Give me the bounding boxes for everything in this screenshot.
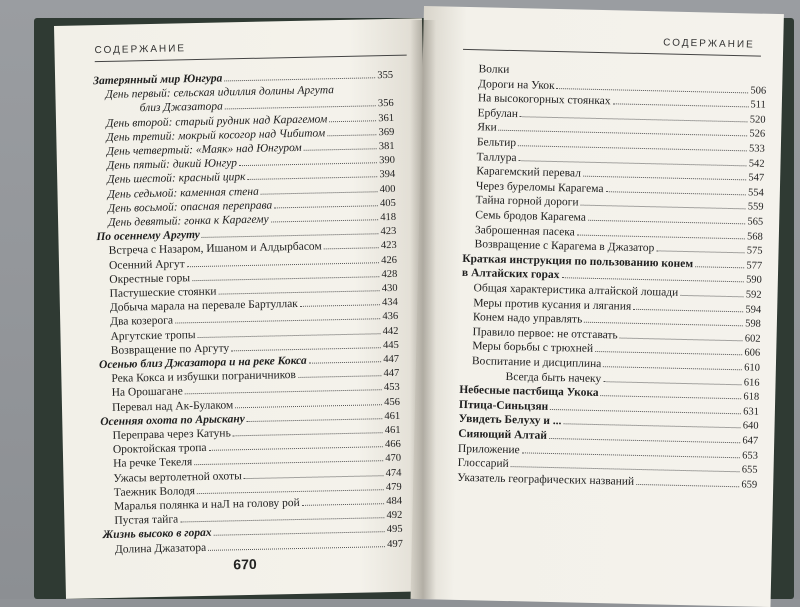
toc-entry-page: 618 <box>743 391 760 403</box>
toc-entry-page: 418 <box>380 211 397 224</box>
toc-leader-dots <box>595 351 742 355</box>
toc-entry-title: Воспитание и дисциплина <box>471 355 602 371</box>
toc-leader-dots <box>633 308 743 312</box>
toc-entry-title: Аргутские тропы <box>110 328 196 343</box>
toc-leader-dots <box>304 148 377 151</box>
toc-entry-page: 361 <box>378 112 395 124</box>
toc-entry-page: 497 <box>387 538 404 550</box>
toc-entry-page: 511 <box>750 99 766 111</box>
left-page <box>54 18 434 599</box>
toc-entry-title: Меры против кусания и лягания <box>473 296 632 313</box>
toc-entry-title: Через буреломы Карагема <box>475 180 604 195</box>
toc-entry-page: 568 <box>746 230 763 243</box>
toc-entry-page: 428 <box>381 268 398 280</box>
toc-leader-dots <box>584 322 743 327</box>
toc-entry-page: 394 <box>379 169 396 181</box>
toc-entry-page: 631 <box>743 406 759 418</box>
page-number: 670 <box>233 555 257 573</box>
toc-entry-title: Таежник Володя <box>113 484 196 499</box>
toc-entry-title: Краткая инструкция по пользованию конем <box>462 252 694 270</box>
toc-entry-page: 506 <box>750 85 767 97</box>
toc-leader-dots <box>680 295 744 297</box>
toc-entry-page: 400 <box>379 183 396 195</box>
toc-entry-title: Добыча марала на перевале Бартуллак <box>109 298 298 315</box>
toc-entry-title: На Орошагане <box>111 385 183 400</box>
toc-entry-page: 495 <box>386 524 403 536</box>
toc-entry-title: День второй: старый рудник над Карагемом <box>105 112 328 130</box>
toc-entry-page: 356 <box>377 98 394 110</box>
toc-entry-page: 423 <box>380 240 397 252</box>
toc-entry-title: День седьмой: каменная стена <box>107 185 259 201</box>
toc-leader-dots <box>329 120 376 122</box>
toc-leader-dots <box>224 77 375 81</box>
toc-leader-dots <box>603 366 742 370</box>
toc-entry-page: 606 <box>744 347 761 360</box>
toc-entry-title: На речке Текеля <box>113 456 193 471</box>
toc-entry-page: 542 <box>748 158 765 170</box>
toc-entry-title: Семь бродов Карагема <box>475 209 587 224</box>
toc-entry-title: День пятый: дикий Юнгур <box>106 157 238 173</box>
toc-entry-title: День третий: мокрый косогор над Чибитом <box>106 127 326 144</box>
toc-entry-page: 405 <box>379 197 396 210</box>
toc-leader-dots <box>225 106 376 110</box>
toc-entry-title: Пустая тайга <box>114 513 179 528</box>
toc-entry-page: 426 <box>381 254 398 266</box>
toc-entry-page: 479 <box>385 481 402 493</box>
toc-leader-dots <box>208 546 385 551</box>
toc-leader-dots <box>636 484 739 487</box>
toc-entry-page: 470 <box>385 453 402 465</box>
toc-entry-title: Ужасы вертолетной охоты <box>113 469 242 485</box>
toc-leader-dots <box>235 404 382 408</box>
toc-leader-dots <box>274 205 378 208</box>
left-page-header: СОДЕРЖАНИЕ <box>94 43 187 57</box>
toc-leader-dots <box>577 234 745 239</box>
toc-entry-title: Жизнь высоко в горах <box>102 527 212 542</box>
toc-entry-title: Возвращение по Аргуту <box>110 342 230 357</box>
toc-entry-title: Долина Джазатора <box>114 541 207 556</box>
toc-entry-page: 655 <box>741 464 758 476</box>
toc-entry-page: 423 <box>380 226 397 238</box>
toc-entry-page: 461 <box>384 424 401 437</box>
toc-entry-title: близ Джазатора <box>139 100 223 115</box>
toc-leader-dots <box>588 220 746 225</box>
toc-entry-page: 590 <box>745 274 762 287</box>
toc-entry-title: День девятый: гонка к Карагему <box>108 213 269 229</box>
toc-entry-page: 610 <box>743 362 760 374</box>
toc-entry-title: Встреча с Назаром, Ишаном и Алдырбасом <box>108 240 322 258</box>
toc-entry-page: 369 <box>378 126 395 139</box>
toc-entry-page: 653 <box>742 449 759 462</box>
toc-leader-dots <box>247 418 383 422</box>
toc-leader-dots <box>309 361 382 364</box>
toc-leader-dots <box>261 191 378 194</box>
toc-entry-page: 575 <box>746 245 763 257</box>
right-toc <box>411 6 784 607</box>
toc-entry-title: Сияющий Алтай <box>458 427 548 442</box>
toc-entry-page: 474 <box>385 467 402 479</box>
toc-leader-dots <box>233 432 383 436</box>
toc-entry-page: 390 <box>379 155 396 167</box>
toc-leader-dots <box>605 191 746 195</box>
toc-entry-title: Глоссарий <box>457 457 509 471</box>
toc-entry-page: 453 <box>383 382 400 394</box>
toc-entry-title: Река Кокса и избушки пограничников <box>111 369 297 386</box>
toc-leader-dots <box>298 375 382 378</box>
toc-entry-title: День шестой: красный цирк <box>107 171 246 187</box>
toc-leader-dots <box>324 248 379 250</box>
toc-leader-dots <box>613 103 749 107</box>
toc-entry-page: 647 <box>742 435 759 447</box>
toc-entry-page: 554 <box>747 187 764 199</box>
toc-entry-title: День восьмой: опасная переправа <box>107 199 273 215</box>
toc-leader-dots <box>271 219 379 222</box>
toc-entry-title: Правило первое: не отставать <box>472 325 618 342</box>
toc-entry-page: 533 <box>748 143 765 155</box>
toc-leader-dots <box>620 337 743 341</box>
toc-entry-page: 547 <box>748 172 765 184</box>
toc-entry-title: Бельтир <box>476 136 517 150</box>
toc-entry-title: Перевал над Ак-Булаком <box>111 398 234 414</box>
toc-entry-page: 598 <box>744 318 761 330</box>
toc-entry-title: Дороги на Укок <box>478 77 555 92</box>
toc-entry-title: Маралья полянка и наЛ на голову рой <box>113 496 300 513</box>
toc-entry-page: 577 <box>746 260 763 272</box>
toc-leader-dots <box>603 381 742 385</box>
toc-entry-page: 640 <box>742 420 759 433</box>
toc-leader-dots <box>583 176 747 181</box>
toc-entry-title: Тайна горной дороги <box>475 194 579 209</box>
toc-entry-title: Возвращение с Карагема в Джазатор <box>474 238 655 255</box>
toc-entry-page: 520 <box>749 114 766 126</box>
toc-entry-title: День первый: сельская идиллия долины Аргута <box>105 84 335 102</box>
toc-entry-page: 430 <box>381 282 398 295</box>
toc-leader-dots <box>601 395 742 399</box>
toc-entry-page: 447 <box>383 368 400 380</box>
toc-entry-title: Затерянный мир Юнгура <box>93 72 223 88</box>
toc-entry-page: 565 <box>747 216 764 228</box>
toc-entry-page: 456 <box>384 396 401 408</box>
toc-entry-title: Заброшенная пасека <box>474 223 575 239</box>
toc-entry-title: в Алтайских горах <box>461 267 560 282</box>
toc-leader-dots <box>231 347 381 351</box>
toc-entry-title: Увидеть Белуху и ... <box>458 413 562 428</box>
toc-entry-title: Волки <box>478 63 510 76</box>
toc-entry-page: 526 <box>749 128 766 141</box>
toc-entry-title: Указатель географических названий <box>457 471 635 488</box>
toc-entry-title: Ороктойская тропа <box>112 442 207 457</box>
toc-entry-title: Переправа через Катунь <box>112 427 231 442</box>
toc-entry-title: Осенняя охота по Арыскану <box>100 412 245 428</box>
toc-entry-title: Яки <box>477 121 497 135</box>
toc-leader-dots <box>695 266 744 268</box>
toc-entry-title: Общая характеристика алтайской лошади <box>473 282 679 299</box>
toc-entry-page: 559 <box>747 201 764 214</box>
toc-entry-page: 659 <box>741 479 758 491</box>
toc-entry-title: Приложение <box>457 442 520 456</box>
toc-entry-title: Пастушеские стоянки <box>109 285 217 300</box>
toc-entry-page: 616 <box>743 376 760 389</box>
book-gutter <box>410 20 436 599</box>
toc-entry-page: 355 <box>377 69 394 82</box>
toc-entry-page: 594 <box>745 303 762 316</box>
toc-entry-title: Осенью близ Джазатора и на реке Кокса <box>98 354 307 372</box>
toc-leader-dots <box>244 475 384 479</box>
toc-entry-page: 492 <box>386 510 403 522</box>
right-page-header: СОДЕРЖАНИЕ <box>663 37 755 51</box>
toc-entry-page: 445 <box>382 339 399 351</box>
toc-entry-page: 434 <box>382 297 398 309</box>
toc-entry-page: 602 <box>744 333 761 345</box>
toc-leader-dots <box>239 162 377 166</box>
toc-leader-dots <box>302 503 385 506</box>
toc-entry-title: Конем надо управлять <box>472 311 583 326</box>
toc-entry-title: На высокогорных стоянках <box>477 92 611 108</box>
toc-entry-title: Осенний Аргут <box>108 257 185 272</box>
toc-entry-page: 381 <box>378 140 395 153</box>
toc-entry-title: Окрестные горы <box>109 272 191 286</box>
toc-leader-dots <box>656 251 745 254</box>
toc-entry-page: 442 <box>382 325 399 337</box>
left-toc <box>54 18 434 599</box>
toc-entry-title: Небесные пастбища Укока <box>459 384 599 400</box>
toc-entry-title: Всегда быть начеку <box>505 370 602 385</box>
toc-entry-title: Меры борьбы с трюхней <box>472 340 594 356</box>
toc-leader-dots <box>327 134 376 136</box>
toc-entry-title: Таллура <box>476 150 517 164</box>
toc-entry-title: Карагемский перевал <box>476 165 582 180</box>
toc-entry-page: 447 <box>383 353 400 366</box>
toc-entry-page: 484 <box>386 495 403 508</box>
toc-entry-title: По осеннему Аргуту <box>96 229 200 244</box>
right-page <box>411 6 784 607</box>
toc-entry-page: 466 <box>384 439 401 451</box>
toc-entry-page: 436 <box>382 311 399 323</box>
toc-entry-title: Ербулан <box>477 107 519 120</box>
toc-entry-title: Птица-Синьцзян <box>458 398 549 413</box>
toc-leader-dots <box>300 304 380 307</box>
toc-entry-page: 592 <box>745 289 762 301</box>
toc-leader-dots <box>580 205 745 210</box>
toc-entry-title: День четвертый: «Маяк» над Юнгуром <box>106 141 302 158</box>
toc-entry-title: Два козерога <box>110 314 174 329</box>
toc-entry-page: 461 <box>384 410 401 422</box>
toc-leader-dots <box>247 177 377 181</box>
